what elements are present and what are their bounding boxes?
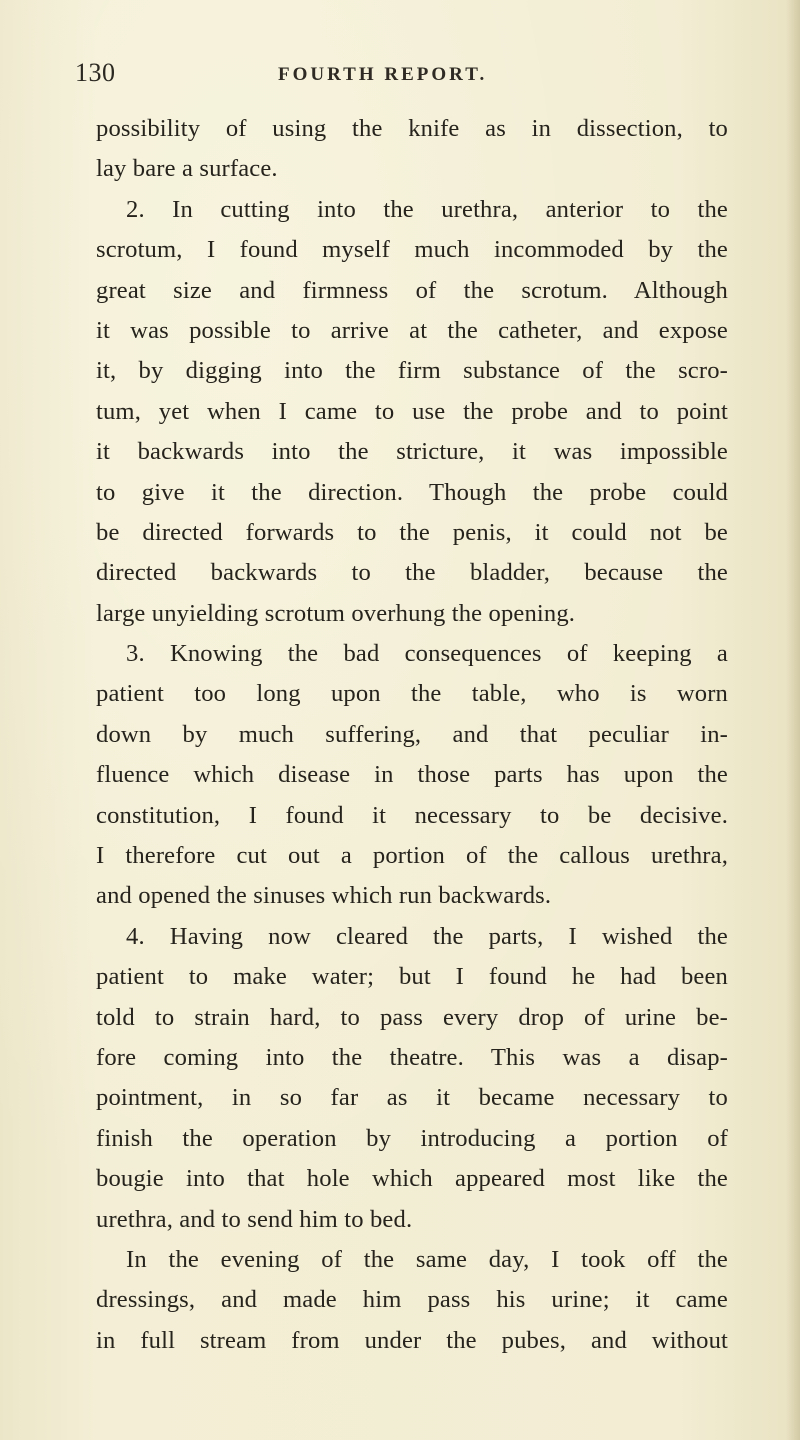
- page-header: [0, 58, 800, 98]
- text-line: scrotum, I found myself much incommoded by the: [96, 236, 728, 264]
- running-head: FOURTH REPORT.: [278, 64, 488, 85]
- text-line: and opened the sinuses which run backwards.: [96, 882, 552, 910]
- text-line: 3. Knowing the bad consequences of keeping a: [126, 640, 728, 668]
- text-line: bougie into that hole which appeared most like the: [96, 1165, 728, 1193]
- text-line: pointment, in so far as it became necessary to: [96, 1084, 728, 1112]
- text-line: In the evening of the same day, I took off the: [126, 1245, 728, 1273]
- text-line: be directed forwards to the penis, it could not be: [96, 518, 728, 546]
- text-line: down by much suffering, and that peculiar in-: [96, 720, 728, 748]
- text-line: I therefore cut out a portion of the callous urethra,: [96, 842, 728, 870]
- text-line: patient to make water; but I found he had been: [96, 963, 728, 991]
- text-line: lay bare a surface.: [96, 155, 278, 183]
- page-number: 130: [75, 58, 116, 87]
- text-line: tum, yet when I came to use the probe and to point: [96, 397, 728, 425]
- text-line: it, by digging into the firm substance of the scro-: [96, 357, 728, 385]
- text-line: fore coming into the theatre. This was a disap-: [96, 1043, 728, 1071]
- text-line: it backwards into the stricture, it was impossible: [96, 438, 728, 466]
- text-line: constitution, I found it necessary to be decisive.: [96, 801, 728, 829]
- page-edge-shadow: [786, 0, 800, 1440]
- text-line: great size and firmness of the scrotum. Although: [96, 276, 728, 304]
- text-line: possibility of using the knife as in dissection, to: [96, 115, 728, 142]
- text-line: fluence which disease in those parts has upon the: [96, 761, 728, 789]
- text-line: it was possible to arrive at the catheter, and expose: [96, 316, 728, 344]
- text-line: large unyielding scrotum overhung the opening.: [96, 599, 576, 627]
- text-line: in full stream from under the pubes, and without: [96, 1326, 728, 1354]
- text-line: directed backwards to the bladder, because the: [96, 559, 728, 587]
- text-line: to give it the direction. Though the probe could: [96, 478, 728, 506]
- text-line: dressings, and made him pass his urine; it came: [96, 1286, 728, 1314]
- text-line: finish the operation by introducing a portion of: [96, 1124, 728, 1152]
- body-text: [96, 109, 728, 1361]
- text-line: told to strain hard, to pass every drop of urine be-: [96, 1003, 728, 1031]
- text-line: urethra, and to send him to bed.: [96, 1205, 413, 1233]
- text-line: 4. Having now cleared the parts, I wished the: [126, 922, 728, 950]
- text-line: patient too long upon the table, who is worn: [96, 680, 728, 708]
- text-line: 2. In cutting into the urethra, anterior to the: [126, 195, 728, 223]
